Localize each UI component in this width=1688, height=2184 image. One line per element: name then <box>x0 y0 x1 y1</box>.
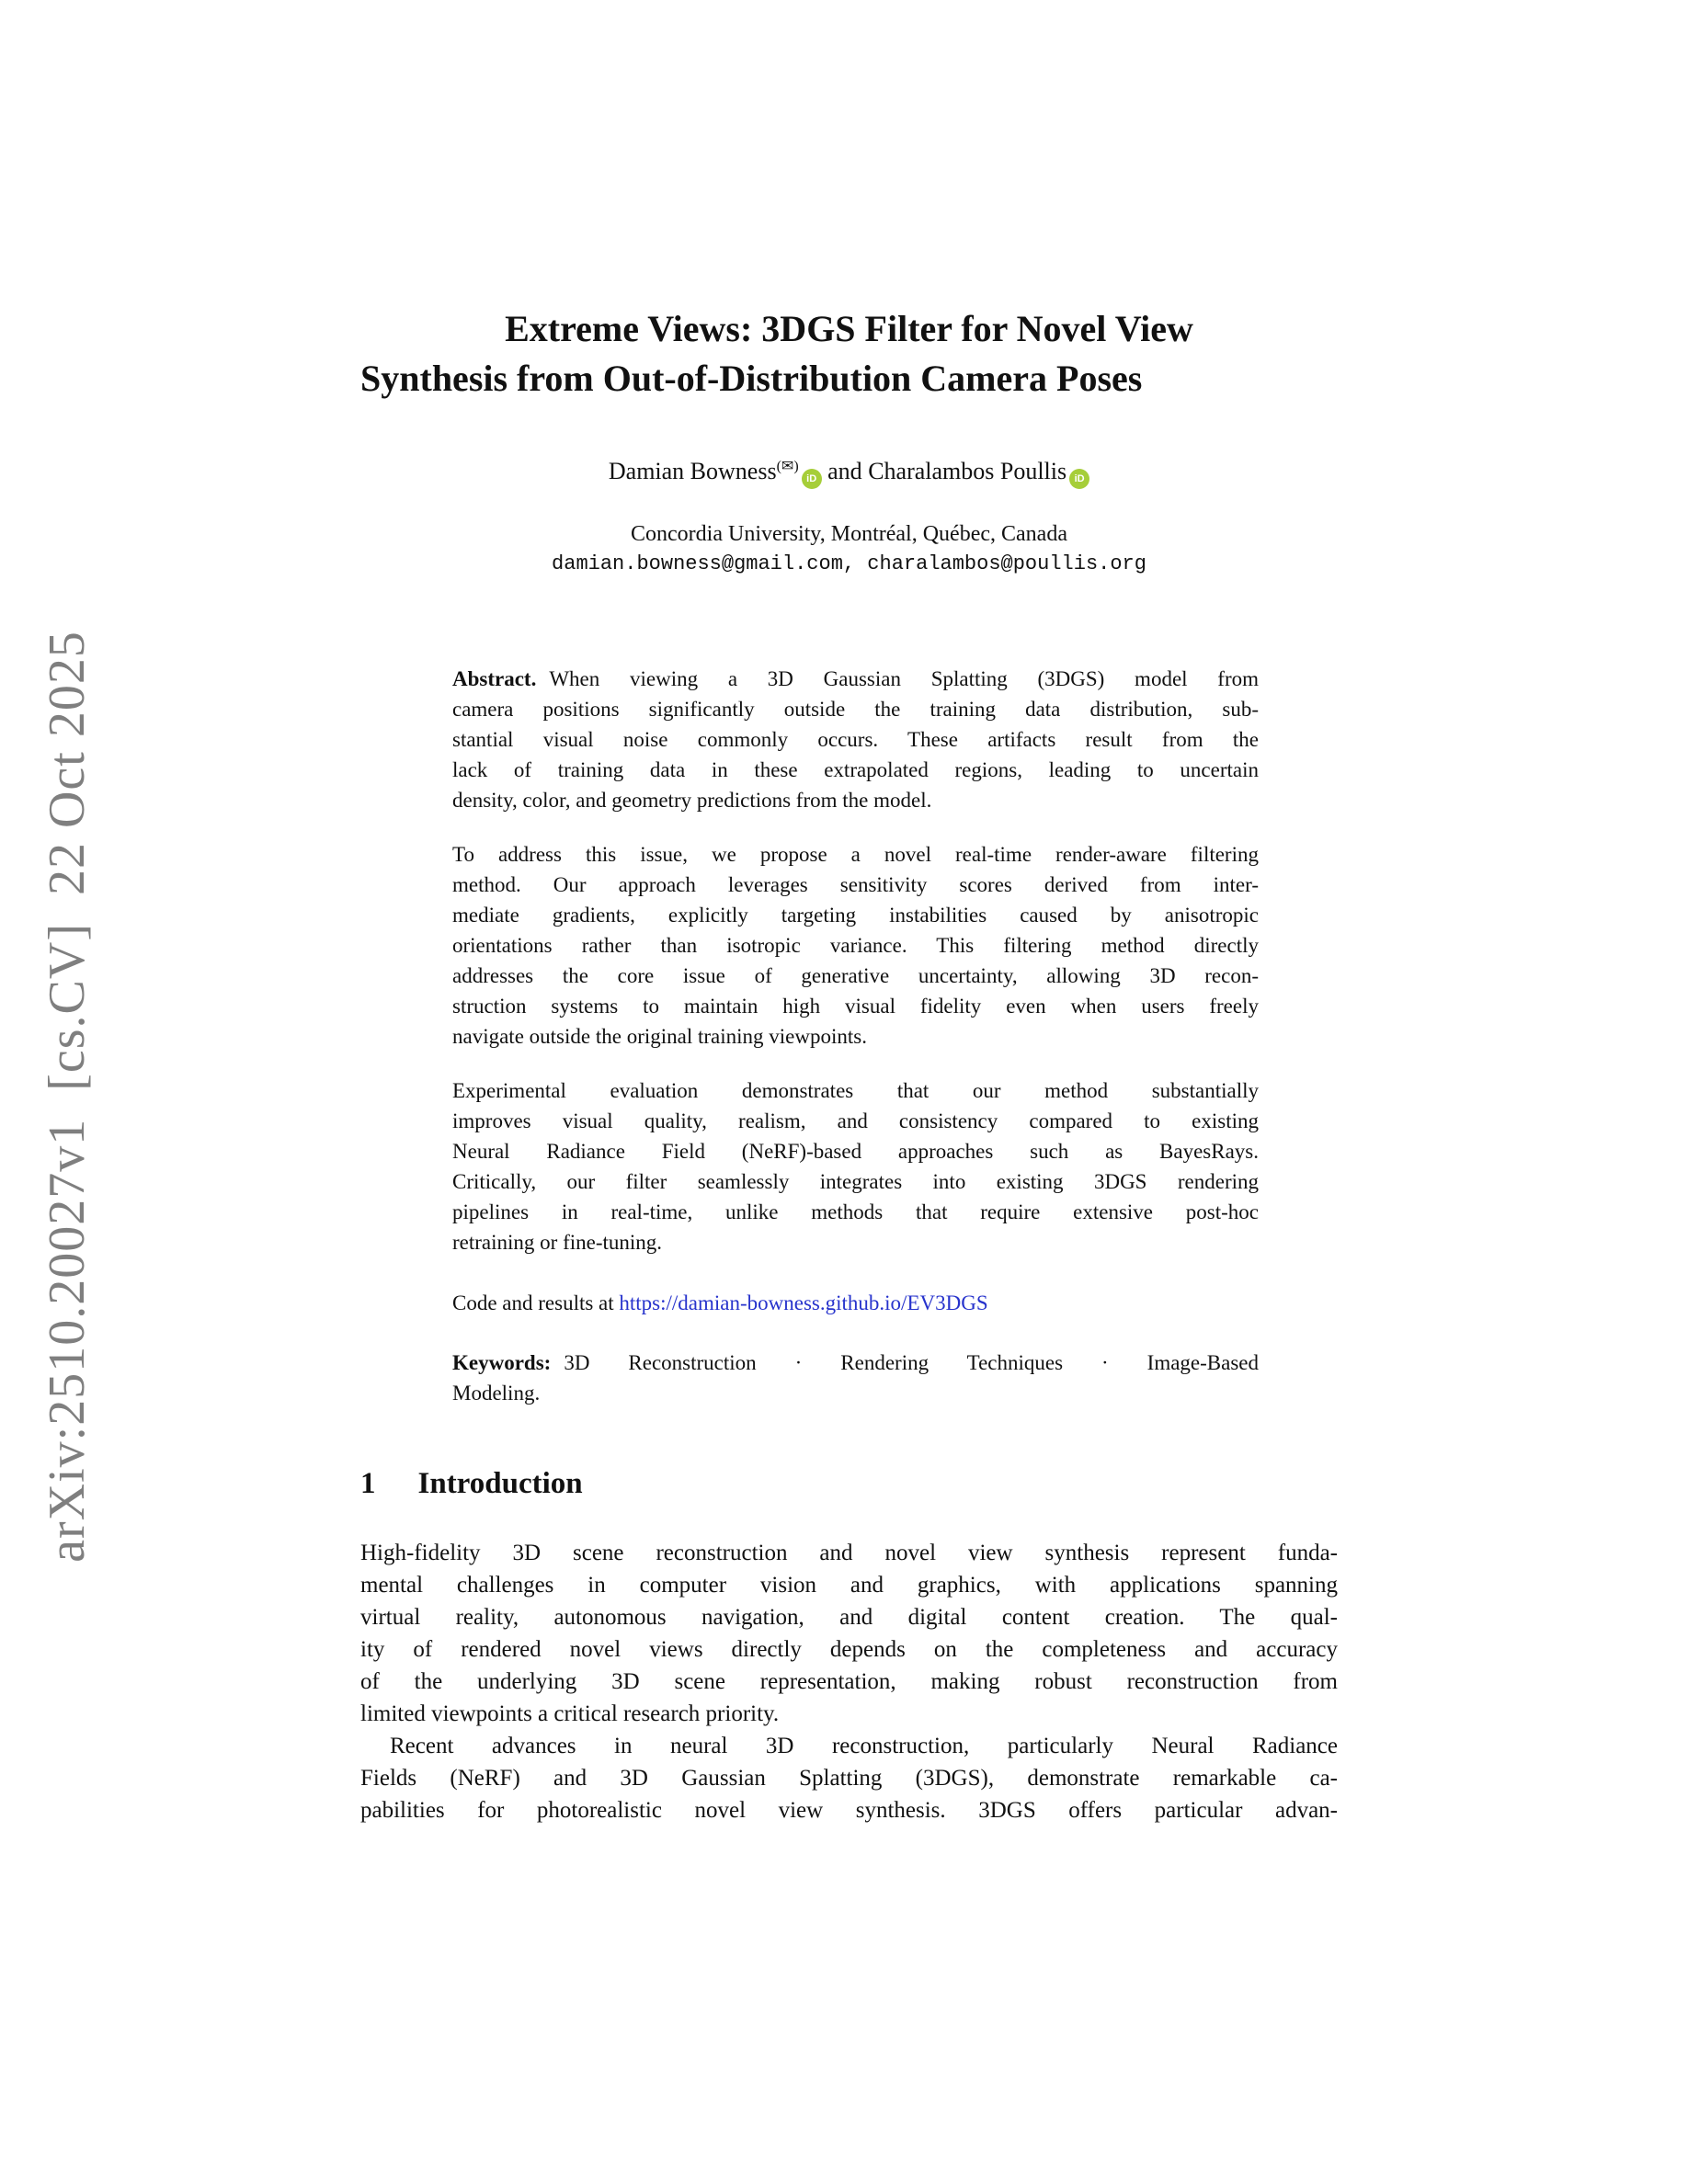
abstract-paragraph-1-lines: camera positions significantly outside the training data distribution, sub- stantial visual noise commonly occurs. These artifacts result from the lack of training data in these extrapolated regions, leading to uncertain density, color, and geometry predictions from the model. <box>452 698 1259 812</box>
abstract-paragraph-1 <box>452 664 1259 815</box>
abstract-label: Abstract. <box>452 667 537 690</box>
abstract-paragraph-2: To address this issue, we propose a novel real-time render-aware filtering method. Our approach leverages sensitivity scores derived from inter- mediate gradients, explicitly targeting instabilities caused by anisotropic orientations rather than isotropic variance. This filtering method directly addresses the core issue of generative uncertainty, allowing 3D recon- struction systems to maintain high visual fidelity even when users freely navigate outside the original training viewpoints. <box>452 843 1259 1048</box>
author-separator: and <box>821 458 869 484</box>
author-line <box>360 457 1338 489</box>
keywords-first-line <box>452 1348 1259 1378</box>
author-emails: damian.bowness@gmail.com, charalambos@poullis.org <box>552 552 1146 575</box>
orcid-icon[interactable] <box>802 469 822 489</box>
project-link[interactable]: https://damian-bowness.github.io/EV3DGS <box>619 1291 988 1314</box>
paper-title: Extreme Views: 3DGS Filter for Novel View Synthesis from Out-of-Distribution Camera Poses <box>360 308 1193 399</box>
author-1: Damian Bowness <box>608 458 777 484</box>
keywords-label: Keywords: <box>452 1351 552 1374</box>
abstract <box>452 664 1259 1408</box>
intro-paragraph-2: Recent advances in neural 3D reconstruction, particularly Neural Radiance Fields (NeRF) and 3D Gaussian Splatting (3DGS), demonstrate remarkable ca- pabilities for photorealistic novel view synthesis. 3DGS offers particular advan- <box>360 1734 1338 1823</box>
orcid-icon-label: iD <box>1074 473 1085 484</box>
section-number: 1 <box>360 1467 376 1500</box>
author-2: Charalambos Poullis <box>868 458 1067 484</box>
keywords-first-line-text: 3D Reconstruction · Rendering Techniques · Image-Based <box>564 1351 1259 1374</box>
section-title: Introduction <box>417 1467 583 1500</box>
orcid-icon[interactable] <box>1069 469 1089 489</box>
keywords-block <box>452 1348 1259 1408</box>
corresponding-author-mark: (✉) <box>776 459 799 474</box>
code-prefix: Code and results at <box>452 1291 614 1314</box>
affiliation: Concordia University, Montréal, Québec, Canada <box>631 522 1067 546</box>
orcid-icon-label: iD <box>806 473 817 484</box>
introduction-body <box>360 1537 1338 1826</box>
arxiv-watermark: arXiv:2510.20027v1 [cs.CV] 22 Oct 2025 <box>39 631 96 1563</box>
intro-paragraph-1: High-fidelity 3D scene reconstruction and novel view synthesis represent funda- mental challenges in computer vision and graphics, with applications spanning virtual reality, autonomous navigation, and digital content creation. The qual- ity of rendered novel views directly depends on the completeness and accuracy of the underlying 3D scene representation, making robust reconstruction from limited viewpoints a critical research priority. <box>360 1541 1338 1726</box>
abstract-first-line-text: When viewing a 3D Gaussian Splatting (3DGS) model from <box>549 667 1259 690</box>
abstract-first-line <box>452 664 1259 694</box>
abstract-paragraph-3: Experimental evaluation demonstrates that our method substantially improves visual quality, realism, and consistency compared to existing Neural Radiance Field (NeRF)-based approaches such as BayesRays. Critically, our filter seamlessly integrates into existing 3DGS rendering pipelines in real-time, unlike methods that require extensive post-hoc retraining or fine-tuning. <box>452 1079 1259 1254</box>
code-availability-line <box>452 1288 1259 1318</box>
section-1-heading <box>360 1465 1338 1502</box>
keywords-last-line: Modeling. <box>452 1382 541 1405</box>
